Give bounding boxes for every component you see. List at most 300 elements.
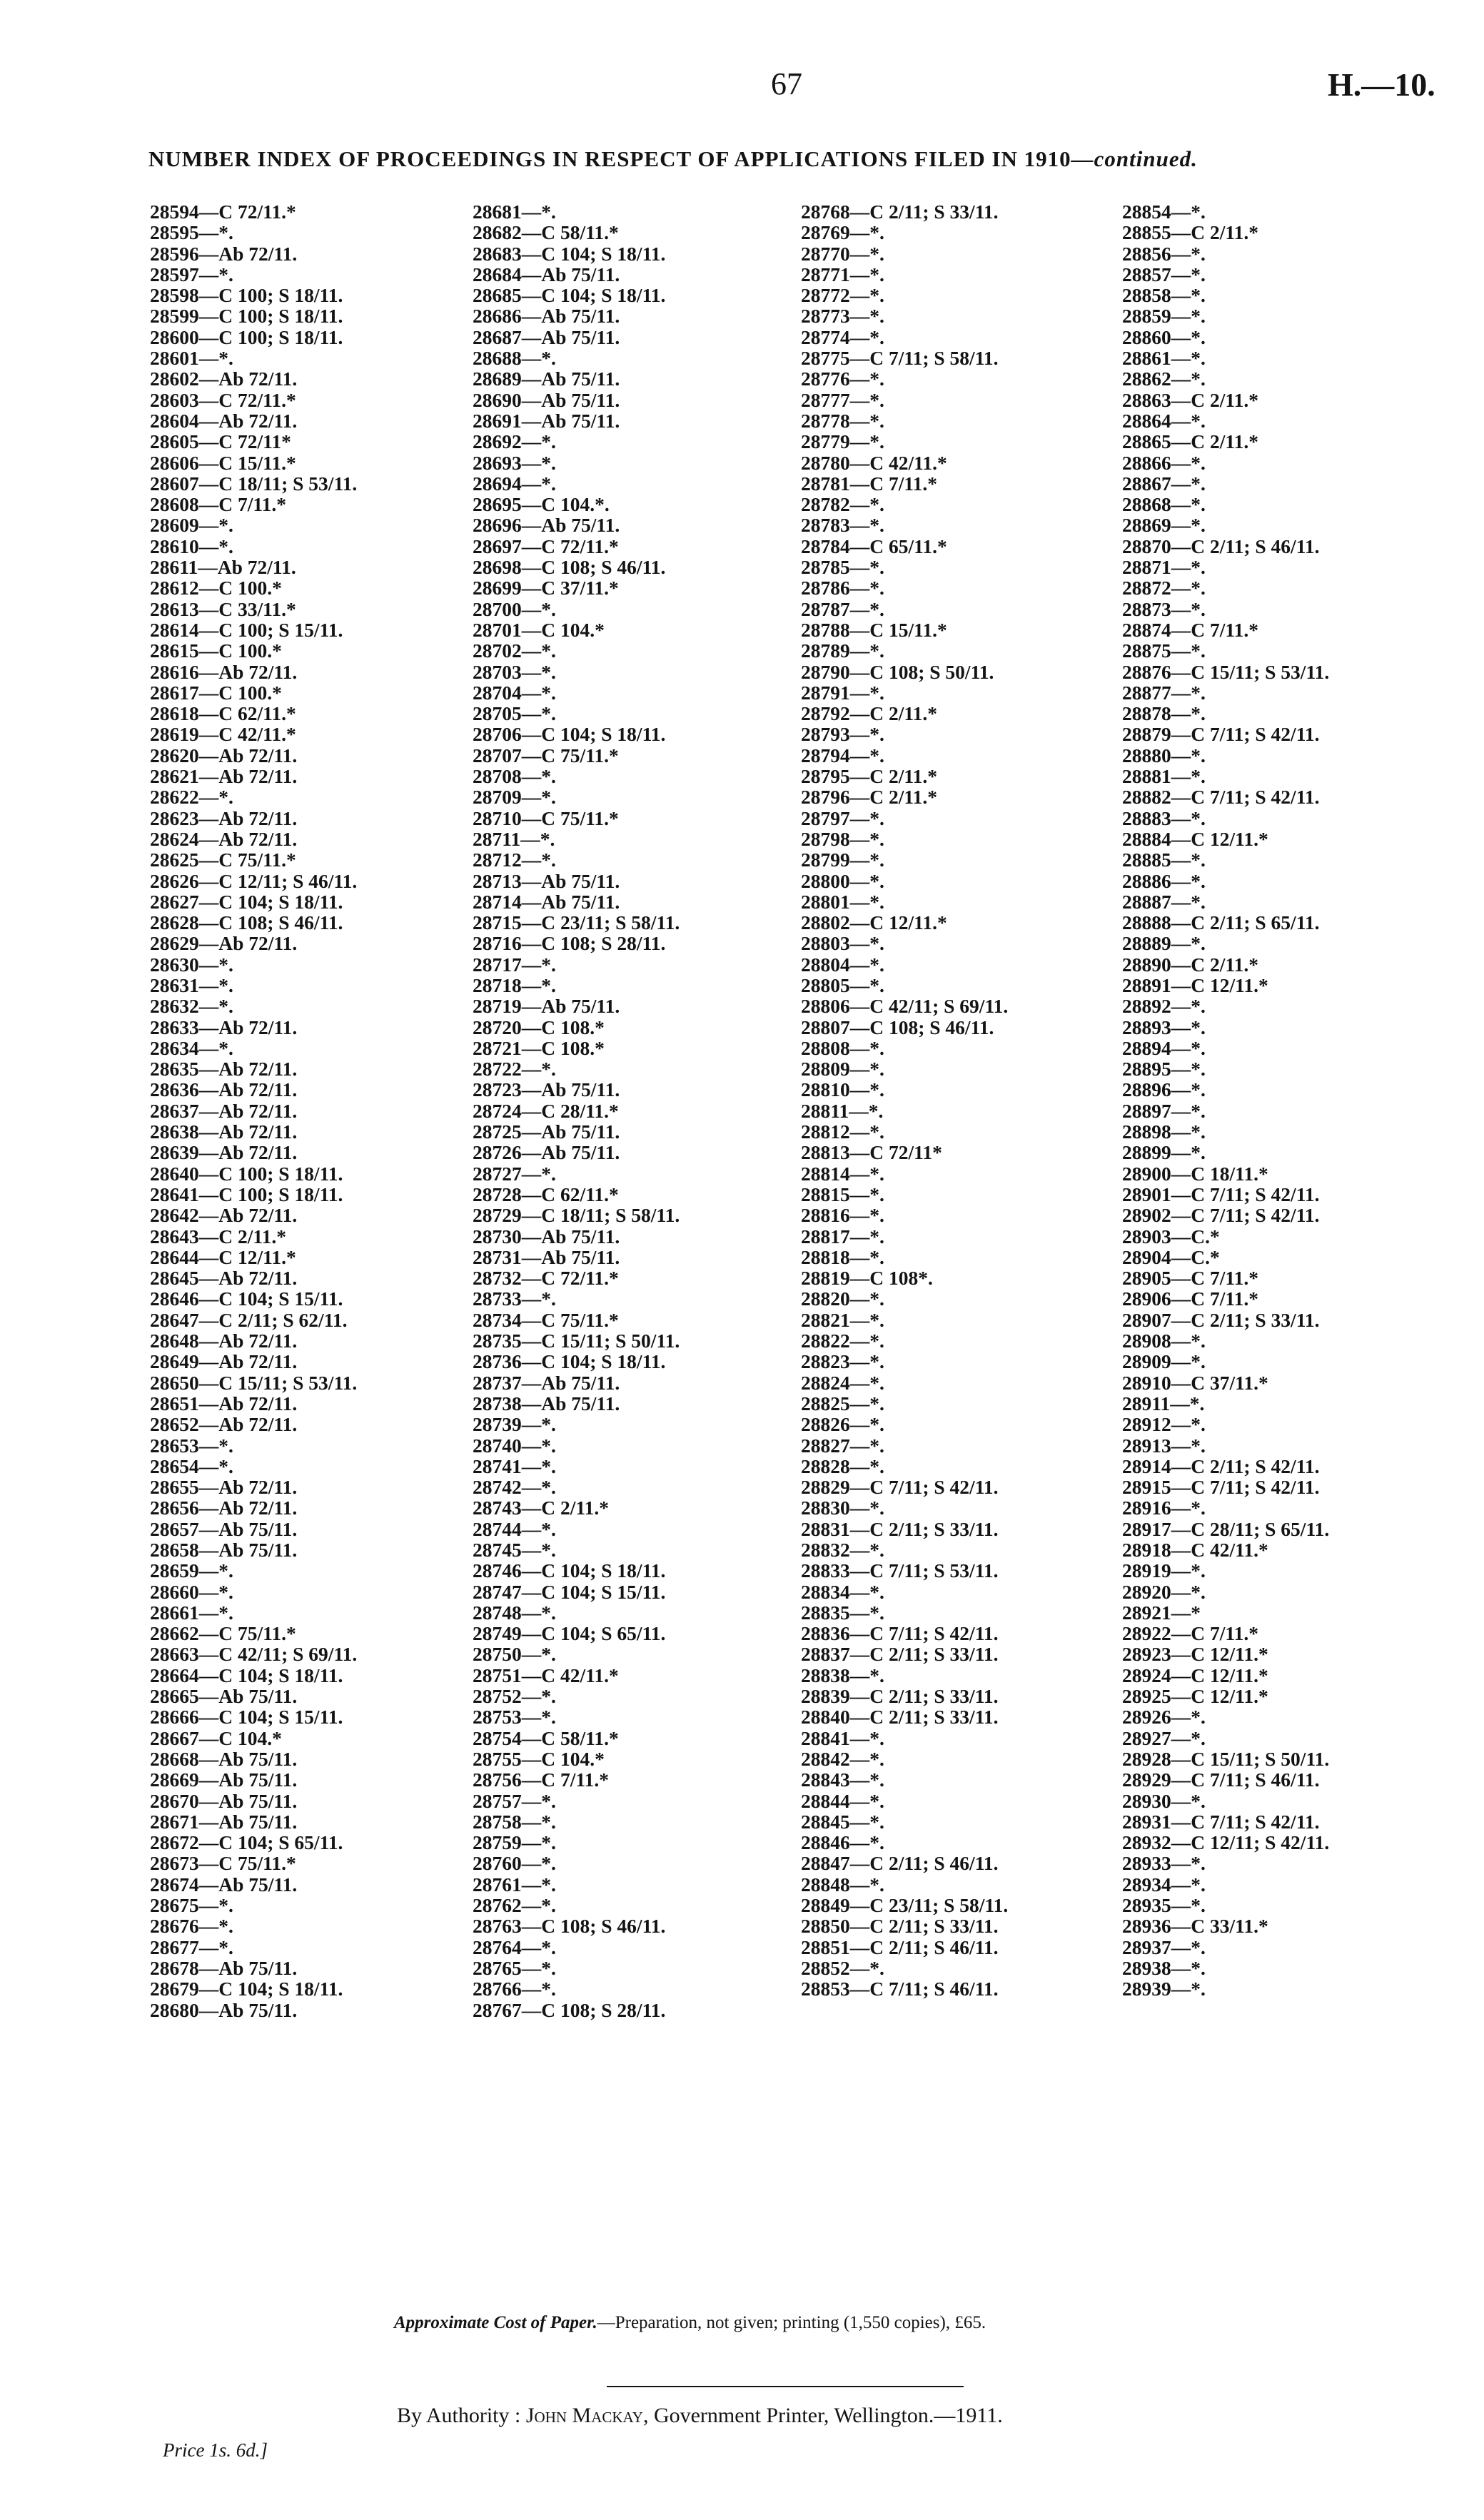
index-entry: 28845—*. [801, 1810, 884, 1833]
index-entry: 28802—C 12/11.* [801, 911, 947, 934]
index-entry: 28601—*. [150, 347, 233, 370]
page-number: 67 [771, 66, 802, 101]
index-entry: 28806—C 42/11; S 69/11. [801, 995, 1009, 1018]
index-entry: 28663—C 42/11; S 69/11. [150, 1643, 358, 1666]
title-text: NUMBER INDEX OF PROCEEDINGS IN RESPECT OF APPLICATIONS FILED IN 1910 [148, 146, 1071, 171]
index-entry: 28630—*. [150, 953, 233, 976]
index-entry: 28712—*. [473, 849, 556, 871]
index-entry: 28612—C 100.* [150, 577, 282, 599]
index-entry: 28738—Ab 75/11. [473, 1392, 620, 1415]
index-entry: 28847—C 2/11; S 46/11. [801, 1852, 999, 1875]
index-entry: 28688—*. [473, 347, 556, 370]
index-entry: 28743—C 2/11.* [473, 1497, 609, 1519]
index-entry: 28683—C 104; S 18/11. [473, 242, 666, 265]
index-entry: 28877—*. [1122, 681, 1206, 704]
index-entry: 28682—C 58/11.* [473, 221, 619, 244]
index-entry: 28644—C 12/11.* [150, 1245, 296, 1268]
index-entry: 28635—Ab 72/11. [150, 1058, 298, 1081]
index-entry: 28722—*. [473, 1058, 556, 1081]
index-entry: 28800—*. [801, 869, 884, 892]
index-entry: 28758—*. [473, 1810, 556, 1833]
index-entry: 28927—*. [1122, 1726, 1206, 1749]
index-entry: 28763—C 108; S 46/11. [473, 1915, 666, 1938]
index-entry: 28732—C 72/11.* [473, 1267, 619, 1290]
index-entry: 28796—C 2/11.* [801, 786, 937, 809]
index-entry: 28679—C 104; S 18/11. [150, 1978, 343, 2000]
index-entry: 28749—C 104; S 65/11. [473, 1622, 666, 1645]
index-entry: 28920—*. [1122, 1580, 1206, 1603]
index-entry: 28849—C 23/11; S 58/11. [801, 1894, 1009, 1917]
index-entry: 28799—*. [801, 849, 884, 871]
index-entry: 28931—C 7/11; S 42/11. [1122, 1810, 1320, 1833]
index-entry: 28817—*. [801, 1225, 884, 1248]
footer-divider [607, 2386, 964, 2387]
index-entry: 28903—C.* [1122, 1225, 1220, 1248]
printer-name: John Mackay [525, 2404, 643, 2427]
index-entry: 28853—C 7/11; S 46/11. [801, 1978, 999, 2000]
index-entry: 28600—C 100; S 18/11. [150, 325, 343, 348]
index-entry: 28842—*. [801, 1747, 884, 1770]
index-entry: 28718—*. [473, 973, 556, 996]
title-continued: —continued. [1071, 146, 1198, 171]
index-entry: 28891—C 12/11.* [1122, 973, 1268, 996]
index-entry: 28707—C 75/11.* [473, 744, 619, 766]
index-entry: 28759—*. [473, 1831, 556, 1854]
index-entry: 28876—C 15/11; S 53/11. [1122, 660, 1330, 683]
index-entry: 28897—*. [1122, 1099, 1206, 1122]
index-entry: 28879—C 7/11; S 42/11. [1122, 723, 1320, 746]
index-entry: 28648—Ab 72/11. [150, 1330, 298, 1352]
index-entry: 28751—C 42/11.* [473, 1664, 619, 1686]
index-entry: 28837—C 2/11; S 33/11. [801, 1643, 999, 1666]
index-entry: 28909—*. [1122, 1350, 1206, 1373]
index-entry: 28865—C 2/11.* [1122, 430, 1258, 453]
index-entry: 28754—C 58/11.* [473, 1726, 619, 1749]
index-entry: 28887—*. [1122, 890, 1206, 913]
index-entry: 28730—Ab 75/11. [473, 1225, 620, 1248]
index-entry: 28659—*. [150, 1559, 233, 1582]
index-entry: 28736—C 104; S 18/11. [473, 1350, 666, 1373]
index-entry: 28905—C 7/11.* [1122, 1267, 1258, 1290]
document-code: H.—10. [1328, 66, 1435, 103]
index-entry: 28605—C 72/11* [150, 430, 291, 453]
index-entry: 28864—*. [1122, 409, 1206, 432]
index-entry: 28649—Ab 72/11. [150, 1350, 298, 1373]
index-entry: 28599—C 100; S 18/11. [150, 305, 343, 328]
index-entry: 28805—*. [801, 973, 884, 996]
index-entry: 28697—C 72/11.* [473, 535, 619, 557]
cost-label: Approximate Cost of Paper. [394, 2313, 597, 2332]
index-entry: 28926—*. [1122, 1706, 1206, 1729]
index-entry: 28851—C 2/11; S 46/11. [801, 1935, 999, 1958]
index-entry: 28673—C 75/11.* [150, 1852, 296, 1875]
index-entry: 28823—*. [801, 1350, 884, 1373]
index-entry: 28603—C 72/11.* [150, 388, 296, 411]
index-entry: 28676—*. [150, 1915, 233, 1938]
index-entry: 28782—*. [801, 493, 884, 516]
index-entry: 28721—C 108.* [473, 1036, 605, 1059]
index-entry: 28901—C 7/11; S 42/11. [1122, 1183, 1320, 1205]
index-entry: 28875—*. [1122, 639, 1206, 662]
index-entry: 28820—*. [801, 1287, 884, 1310]
index-entry: 28633—Ab 72/11. [150, 1016, 298, 1038]
index-entry: 28831—C 2/11; S 33/11. [801, 1517, 999, 1540]
cost-text: —Preparation, not given; printing (1,550 copies), £65. [597, 2313, 986, 2332]
index-entry: 28731—Ab 75/11. [473, 1245, 620, 1268]
index-entry: 28641—C 100; S 18/11. [150, 1183, 343, 1205]
index-entry: 28892—*. [1122, 995, 1206, 1018]
index-entry: 28628—C 108; S 46/11. [150, 911, 343, 934]
index-entry: 28883—*. [1122, 806, 1206, 829]
index-entry: 28752—*. [473, 1685, 556, 1708]
index-entry: 28624—Ab 72/11. [150, 827, 298, 850]
index-entry: 28808—*. [801, 1036, 884, 1059]
index-entry: 28868—*. [1122, 493, 1206, 516]
index-entry: 28936—C 33/11.* [1122, 1915, 1268, 1938]
index-entry: 28689—Ab 75/11. [473, 368, 620, 390]
index-entry: 28768—C 2/11; S 33/11. [801, 201, 999, 223]
index-entry: 28915—C 7/11; S 42/11. [1122, 1476, 1320, 1499]
index-entry: 28829—C 7/11; S 42/11. [801, 1476, 999, 1499]
index-entry: 28596—Ab 72/11. [150, 242, 298, 265]
index-entry: 28632—*. [150, 995, 233, 1018]
index-entry: 28812—*. [801, 1120, 884, 1143]
index-entry: 28735—C 15/11; S 50/11. [473, 1330, 680, 1352]
index-entry: 28840—C 2/11; S 33/11. [801, 1706, 999, 1729]
index-entry: 28779—*. [801, 430, 884, 453]
index-entry: 28755—C 104.* [473, 1747, 605, 1770]
index-entry: 28809—*. [801, 1058, 884, 1081]
index-entry: 28604—Ab 72/11. [150, 409, 298, 432]
index-entry: 28696—Ab 75/11. [473, 514, 620, 537]
index-entry: 28702—*. [473, 639, 556, 662]
index-entry: 28786—*. [801, 577, 884, 599]
index-entry: 28654—*. [150, 1454, 233, 1477]
index-entry: 28761—*. [473, 1873, 556, 1896]
index-entry: 28932—C 12/11; S 42/11. [1122, 1831, 1330, 1854]
index-entry: 28843—*. [801, 1768, 884, 1791]
index-entry: 28804—*. [801, 953, 884, 976]
index-entry: 28916—*. [1122, 1497, 1206, 1519]
index-entry: 28777—*. [801, 388, 884, 411]
index-entry: 28893—*. [1122, 1016, 1206, 1038]
index-entry: 28873—*. [1122, 597, 1206, 620]
index-entry: 28643—C 2/11.* [150, 1225, 286, 1248]
index-entry: 28631—*. [150, 973, 233, 996]
index-entry: 28720—C 108.* [473, 1016, 605, 1038]
index-entry: 28785—*. [801, 556, 884, 579]
index-entry: 28878—*. [1122, 702, 1206, 725]
index-entry: 28674—Ab 75/11. [150, 1873, 298, 1896]
index-entry: 28776—*. [801, 368, 884, 390]
index-entry: 28636—Ab 72/11. [150, 1078, 298, 1101]
index-entry: 28919—*. [1122, 1559, 1206, 1582]
index-entry: 28913—*. [1122, 1434, 1206, 1457]
index-entry: 28833—C 7/11; S 53/11. [801, 1559, 999, 1582]
index-entry: 28839—C 2/11; S 33/11. [801, 1685, 999, 1708]
index-entry: 28807—C 108; S 46/11. [801, 1016, 994, 1038]
index-entry: 28933—*. [1122, 1852, 1206, 1875]
index-entry: 28881—*. [1122, 765, 1206, 788]
index-entry: 28762—*. [473, 1894, 556, 1917]
index-entry: 28595—*. [150, 221, 233, 244]
index-entry: 28686—Ab 75/11. [473, 305, 620, 328]
index-entry: 28614—C 100; S 15/11. [150, 618, 343, 641]
index-entry: 28662—C 75/11.* [150, 1622, 296, 1645]
index-entry: 28617—C 100.* [150, 681, 282, 704]
index-entry: 28733—*. [473, 1287, 556, 1310]
index-entry: 28910—C 37/11.* [1122, 1371, 1268, 1394]
index-entry: 28912—*. [1122, 1413, 1206, 1436]
index-entry: 28690—Ab 75/11. [473, 388, 620, 411]
index-entry: 28930—*. [1122, 1789, 1206, 1812]
index-entry: 28699—C 37/11.* [473, 577, 619, 599]
index-entry: 28727—*. [473, 1162, 556, 1185]
index-entry: 28746—C 104; S 18/11. [473, 1559, 666, 1582]
index-entry: 28798—*. [801, 827, 884, 850]
index-entry: 28769—*. [801, 221, 884, 244]
index-entry: 28828—*. [801, 1454, 884, 1477]
index-entry: 28670—Ab 75/11. [150, 1789, 298, 1812]
index-entry: 28741—*. [473, 1454, 556, 1477]
index-entry: 28825—*. [801, 1392, 884, 1415]
index-entry: 28650—C 15/11; S 53/11. [150, 1371, 358, 1394]
index-entry: 28750—*. [473, 1643, 556, 1666]
index-entry: 28669—Ab 75/11. [150, 1768, 298, 1791]
index-entry: 28858—*. [1122, 284, 1206, 307]
index-entry: 28869—*. [1122, 514, 1206, 537]
index-entry: 28889—*. [1122, 932, 1206, 955]
page-title [148, 146, 1198, 172]
index-entry: 28634—*. [150, 1036, 233, 1059]
index-entry: 28671—Ab 75/11. [150, 1810, 298, 1833]
index-entry: 28647—C 2/11; S 62/11. [150, 1308, 348, 1331]
index-entry: 28625—C 75/11.* [150, 849, 296, 871]
index-entry: 28695—C 104.*. [473, 493, 610, 516]
index-entry: 28899—*. [1122, 1141, 1206, 1164]
index-entry: 28830—*. [801, 1497, 884, 1519]
index-entry: 28627—C 104; S 18/11. [150, 890, 343, 913]
index-entry: 28710—C 75/11.* [473, 806, 619, 829]
index-entry: 28655—Ab 72/11. [150, 1476, 298, 1499]
index-entry: 28656—Ab 72/11. [150, 1497, 298, 1519]
index-entry: 28792—C 2/11.* [801, 702, 937, 725]
index-entry: 28764—*. [473, 1935, 556, 1958]
index-entry: 28918—C 42/11.* [1122, 1539, 1268, 1561]
index-entry: 28841—*. [801, 1726, 884, 1749]
index-entry: 28711—*. [473, 827, 555, 850]
index-entry: 28724—C 28/11.* [473, 1099, 619, 1122]
index-entry: 28668—Ab 75/11. [150, 1747, 298, 1770]
index-entry: 28822—*. [801, 1330, 884, 1352]
index-entry: 28717—*. [473, 953, 556, 976]
index-entry: 28653—*. [150, 1434, 233, 1457]
index-entry: 28716—C 108; S 28/11. [473, 932, 666, 955]
index-entry: 28835—*. [801, 1601, 884, 1624]
index-entry: 28740—*. [473, 1434, 556, 1457]
index-entry: 28860—*. [1122, 325, 1206, 348]
index-entry: 28795—C 2/11.* [801, 765, 937, 788]
index-entry: 28609—*. [150, 514, 233, 537]
index-entry: 28929—C 7/11; S 46/11. [1122, 1768, 1320, 1791]
index-entry: 28928—C 15/11; S 50/11. [1122, 1747, 1330, 1770]
index-entry: 28896—*. [1122, 1078, 1206, 1101]
index-entry: 28923—C 12/11.* [1122, 1643, 1268, 1666]
index-entry: 28713—Ab 75/11. [473, 869, 620, 892]
index-entry: 28638—Ab 72/11. [150, 1120, 298, 1143]
index-entry: 28645—Ab 72/11. [150, 1267, 298, 1290]
index-entry: 28787—*. [801, 597, 884, 620]
index-entry: 28714—Ab 75/11. [473, 890, 620, 913]
index-entry: 28885—*. [1122, 849, 1206, 871]
index-entry: 28700—*. [473, 597, 556, 620]
index-entry: 28618—C 62/11.* [150, 702, 296, 725]
index-entry: 28783—*. [801, 514, 884, 537]
index-entry: 28594—C 72/11.* [150, 201, 296, 223]
index-entry: 28856—*. [1122, 242, 1206, 265]
index-entry: 28708—*. [473, 765, 556, 788]
index-entry: 28705—*. [473, 702, 556, 725]
index-entry: 28884—C 12/11.* [1122, 827, 1268, 850]
index-entry: 28615—C 100.* [150, 639, 282, 662]
index-entry: 28813—C 72/11* [801, 1141, 942, 1164]
index-entry: 28701—C 104.* [473, 618, 605, 641]
index-entry: 28709—*. [473, 786, 556, 809]
authority-prefix: By Authority : [397, 2404, 526, 2427]
index-entry: 28852—*. [801, 1956, 884, 1979]
index-entry: 28704—*. [473, 681, 556, 704]
index-entry: 28657—Ab 75/11. [150, 1517, 298, 1540]
index-entry: 28598—C 100; S 18/11. [150, 284, 343, 307]
index-entry: 28661—*. [150, 1601, 233, 1624]
index-entry: 28855—C 2/11.* [1122, 221, 1258, 244]
index-entry: 28861—*. [1122, 347, 1206, 370]
index-entry: 28854—*. [1122, 201, 1206, 223]
index-entry: 28773—*. [801, 305, 884, 328]
index-entry: 28888—C 2/11; S 65/11. [1122, 911, 1320, 934]
index-entry: 28939—*. [1122, 1978, 1206, 2000]
index-entry: 28815—*. [801, 1183, 884, 1205]
index-entry: 28622—*. [150, 786, 233, 809]
index-entry: 28685—C 104; S 18/11. [473, 284, 666, 307]
index-entry: 28691—Ab 75/11. [473, 409, 620, 432]
cost-of-paper-note [394, 2313, 986, 2333]
price-note: Price 1s. 6d.] [163, 2439, 268, 2461]
index-entry: 28728—C 62/11.* [473, 1183, 619, 1205]
index-entry: 28791—*. [801, 681, 884, 704]
index-entry: 28772—*. [801, 284, 884, 307]
index-entry: 28890—C 2/11.* [1122, 953, 1258, 976]
index-entry: 28771—*. [801, 263, 884, 285]
index-entry: 28832—*. [801, 1539, 884, 1561]
index-entry: 28725—Ab 75/11. [473, 1120, 620, 1143]
index-entry: 28894—*. [1122, 1036, 1206, 1059]
index-entry: 28729—C 18/11; S 58/11. [473, 1204, 680, 1227]
index-entry: 28895—*. [1122, 1058, 1206, 1081]
index-column-4 [1122, 201, 1329, 2000]
index-entry: 28781—C 7/11.* [801, 472, 937, 495]
index-entry: 28784—C 65/11.* [801, 535, 947, 557]
index-entry: 28756—C 7/11.* [473, 1768, 609, 1791]
index-entry: 28760—*. [473, 1852, 556, 1875]
index-entry: 28844—*. [801, 1789, 884, 1812]
index-entry: 28680—Ab 75/11. [150, 1998, 298, 2021]
index-entry: 28626—C 12/11; S 46/11. [150, 869, 358, 892]
index-entry: 28666—C 104; S 15/11. [150, 1706, 343, 1729]
index-entry: 28658—Ab 75/11. [150, 1539, 298, 1561]
index-entry: 28692—*. [473, 430, 556, 453]
index-entry: 28794—*. [801, 744, 884, 766]
index-entry: 28675—*. [150, 1894, 233, 1917]
index-entry: 28715—C 23/11; S 58/11. [473, 911, 680, 934]
index-entry: 28629—Ab 72/11. [150, 932, 298, 955]
index-entry: 28660—*. [150, 1580, 233, 1603]
index-entry: 28917—C 28/11; S 65/11. [1122, 1517, 1330, 1540]
index-entry: 28639—Ab 72/11. [150, 1141, 298, 1164]
index-entry: 28607—C 18/11; S 53/11. [150, 472, 358, 495]
index-entry: 28747—C 104; S 15/11. [473, 1580, 666, 1603]
index-entry: 28867—*. [1122, 472, 1206, 495]
printer-authority-line [397, 2404, 1003, 2428]
index-entry: 28874—C 7/11.* [1122, 618, 1258, 641]
authority-suffix: , Government Printer, Wellington.—1911. [642, 2404, 1003, 2427]
index-entry: 28814—*. [801, 1162, 884, 1185]
index-entry: 28748—*. [473, 1601, 556, 1624]
index-entry: 28902—C 7/11; S 42/11. [1122, 1204, 1320, 1227]
index-entry: 28862—*. [1122, 368, 1206, 390]
index-entry: 28803—*. [801, 932, 884, 955]
index-entry: 28850—C 2/11; S 33/11. [801, 1915, 999, 1938]
index-entry: 28838—*. [801, 1664, 884, 1686]
index-entry: 28737—Ab 75/11. [473, 1371, 620, 1394]
index-entry: 28613—C 33/11.* [150, 597, 296, 620]
index-entry: 28642—Ab 72/11. [150, 1204, 298, 1227]
index-entry: 28606—C 15/11.* [150, 451, 296, 474]
index-entry: 28703—*. [473, 660, 556, 683]
index-entry: 28677—*. [150, 1935, 233, 1958]
index-entry: 28739—*. [473, 1413, 556, 1436]
index-entry: 28935—*. [1122, 1894, 1206, 1917]
index-column-3 [801, 201, 1008, 2000]
index-entry: 28753—*. [473, 1706, 556, 1729]
index-entry: 28719—Ab 75/11. [473, 995, 620, 1018]
index-entry: 28908—*. [1122, 1330, 1206, 1352]
index-entry: 28937—*. [1122, 1935, 1206, 1958]
index-entry: 28871—*. [1122, 556, 1206, 579]
index-entry: 28744—*. [473, 1517, 556, 1540]
index-entry: 28698—C 108; S 46/11. [473, 556, 666, 579]
index-entry: 28911—*. [1122, 1392, 1205, 1415]
index-entry: 28778—*. [801, 409, 884, 432]
index-entry: 28872—*. [1122, 577, 1206, 599]
index-entry: 28637—Ab 72/11. [150, 1099, 298, 1122]
index-entry: 28819—C 108*. [801, 1267, 933, 1290]
index-entry: 28693—*. [473, 451, 556, 474]
index-entry: 28681—*. [473, 201, 556, 223]
index-entry: 28651—Ab 72/11. [150, 1392, 298, 1415]
index-entry: 28687—Ab 75/11. [473, 325, 620, 348]
index-entry: 28801—*. [801, 890, 884, 913]
index-entry: 28821—*. [801, 1308, 884, 1331]
index-entry: 28597—*. [150, 263, 233, 285]
index-entry: 28610—*. [150, 535, 233, 557]
index-entry: 28766—*. [473, 1978, 556, 2000]
index-entry: 28652—Ab 72/11. [150, 1413, 298, 1436]
index-entry: 28924—C 12/11.* [1122, 1664, 1268, 1686]
index-entry: 28745—*. [473, 1539, 556, 1561]
index-entry: 28694—*. [473, 472, 556, 495]
index-entry: 28742—*. [473, 1476, 556, 1499]
